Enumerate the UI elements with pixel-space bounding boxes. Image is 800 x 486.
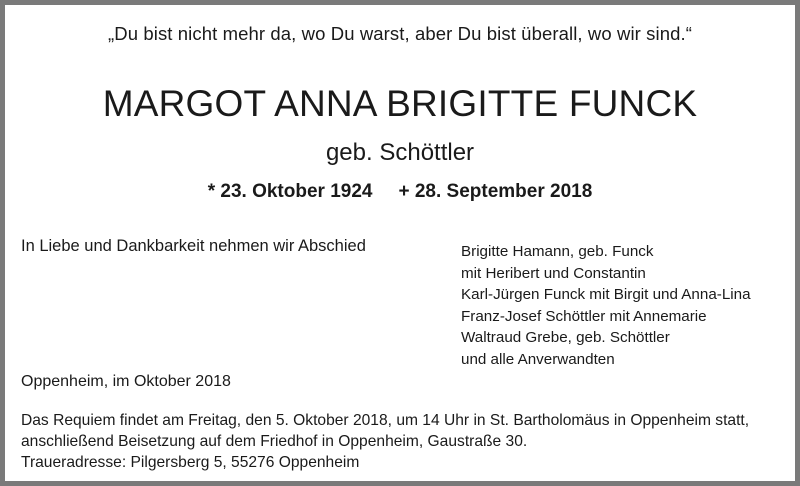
farewell-text: In Liebe und Dankbarkeit nehmen wir Abschied: [21, 237, 366, 255]
mourners-list: [461, 241, 751, 370]
life-dates: [5, 181, 795, 203]
mourner-line: Karl-Jürgen Funck mit Birgit und Anna-Lina: [461, 286, 751, 303]
mourner-line: mit Heribert und Constantin: [461, 264, 646, 282]
service-details: [21, 410, 749, 473]
mourner-line: Waltraud Grebe, geb. Schöttler: [461, 329, 670, 346]
service-line: Traueradresse: Pilgersberg 5, 55276 Oppenheim: [21, 454, 360, 471]
place-and-date: Oppenheim, im Oktober 2018: [21, 373, 231, 390]
mourner-line: Franz-Josef Schöttler mit Annemarie: [461, 307, 707, 325]
service-line: anschließend Beisetzung auf dem Friedhof in Oppenheim, Gaustraße 30.: [21, 433, 528, 450]
birth-date: * 23. Oktober 1924: [207, 181, 373, 202]
mourner-line: und alle Anverwandten: [461, 350, 615, 368]
maiden-name: geb. Schöttler: [325, 139, 475, 166]
death-date: + 28. September 2018: [398, 181, 593, 202]
deceased-name: MARGOT ANNA BRIGITTE FUNCK: [102, 83, 698, 124]
service-line: Das Requiem findet am Freitag, den 5. Oktober 2018, um 14 Uhr in St. Bartholomäus in Oppenheim statt,: [21, 412, 750, 429]
mourner-line: Brigitte Hamann, geb. Funck: [461, 243, 654, 260]
memorial-quote: „Du bist nicht mehr da, wo Du warst, aber Du bist überall, wo wir sind.“: [108, 23, 692, 44]
